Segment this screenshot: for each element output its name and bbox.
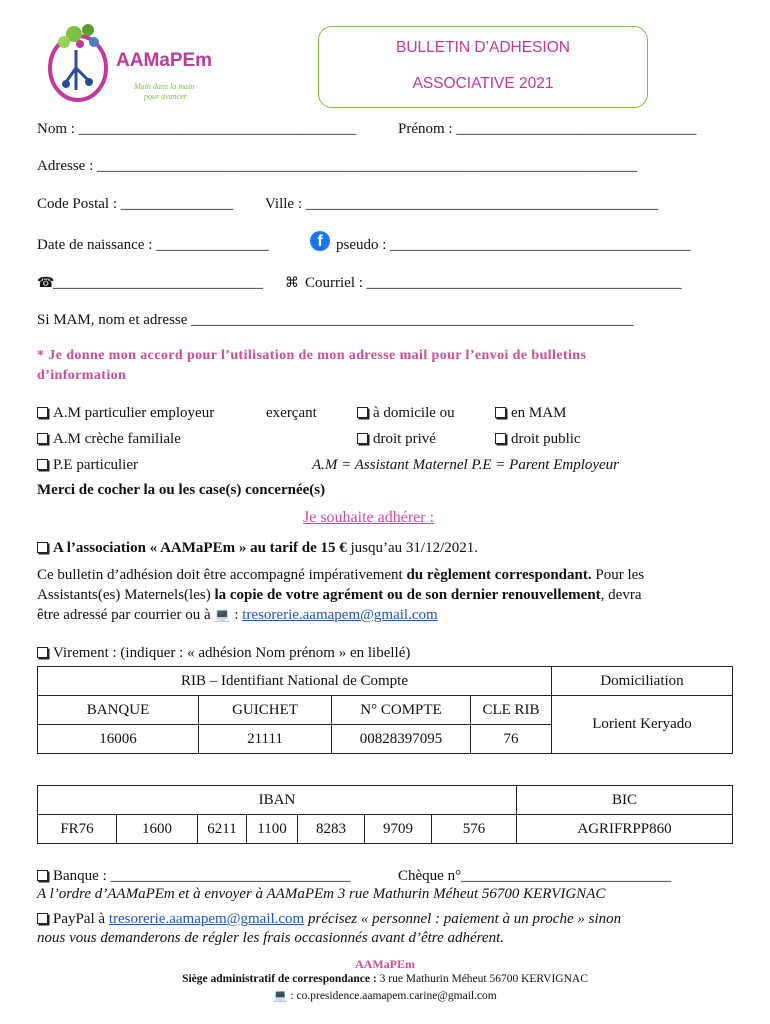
domiciliation-value: Lorient Keryado [552,696,733,754]
ordre-text: A l’ordre d’AAMaPEm et à envoyer à AAMaPEm 3 rue Mathurin Méheut 56700 KERVIGNAC [37,886,606,902]
checkbox-icon[interactable] [37,913,48,924]
text-bold: du règlement correspondant. [406,567,592,583]
checkbox-adhesion[interactable] [37,540,478,557]
checkbox-icon[interactable] [357,407,368,418]
rib-col-guichet: GUICHET [199,696,332,725]
iban-part: 9709 [365,815,432,844]
checkbox-paypal[interactable] [37,911,621,928]
field-prenom[interactable]: Prénom : ________________________________ [398,121,697,137]
checkbox-am-creche[interactable] [37,431,181,448]
exercant-label: exerçant [266,405,317,421]
field-courriel[interactable]: Courriel : __________________________________________ [305,275,682,291]
abbreviation-legend: A.M = Assistant Maternel P.E = Parent Employeur [312,457,620,473]
field-pseudo[interactable]: pseudo : ________________________________________ [336,237,691,253]
footer-siege [0,973,770,985]
phone-icon: ☎ [37,276,55,291]
bic-header: BIC [517,786,733,815]
siege-address: 3 rue Mathurin Méheut 56700 KERVIGNAC [376,973,588,985]
text: Ce bulletin d’adhésion doit être accompagné impérativement [37,567,407,583]
checkbox-pe-particulier[interactable] [37,457,138,474]
checkbox-icon[interactable] [495,433,506,444]
checkbox-icon[interactable] [37,407,48,418]
checkbox-icon[interactable] [37,433,48,444]
computer-icon: 💻 [214,607,231,622]
rib-table [37,666,733,754]
presidence-email: : co.presidence.aamapem.carine@gmail.com [287,990,497,1002]
accord-consent-line2: d’information [37,368,127,383]
checkbox-droit-prive[interactable] [357,431,436,448]
mouse-icon: ⌘ [285,276,299,291]
title-line-1: BULLETIN D’ADHESION [396,39,570,56]
title-line-2: ASSOCIATIVE 2021 [412,75,554,92]
field-nom[interactable]: Nom : _____________________________________ [37,121,357,137]
rib-value-guichet: 21111 [199,725,332,754]
paypal-note-line2: nous vous demanderons de régler les frais occasionnés avant d’être adhérent. [37,930,504,946]
text: être adressé par courrier ou à [37,607,211,623]
iban-part: 6211 [198,815,247,844]
field-adresse[interactable]: Adresse : ________________________________________________________________________ [37,158,637,174]
banque-label: Banque : ________________________________ [53,868,351,884]
checkbox-en-mam[interactable] [495,405,566,422]
checkbox-am-employeur[interactable] [37,405,214,422]
checkbox-icon[interactable] [37,459,48,470]
logo-name: AAMaPEm [116,50,213,71]
bic-value: AGRIFRPP860 [517,815,733,844]
checkbox-domicile[interactable] [357,405,455,422]
field-telephone[interactable]: ____________________________ [53,275,263,291]
text: : [230,607,243,623]
paragraph-line-2 [37,587,641,604]
footer-org: AAMaPEm [355,957,415,971]
virement-label: Virement : (indiquer : « adhésion Nom prénom » en libellé) [53,645,411,661]
rib-value-banque: 16006 [38,725,199,754]
checkbox-icon[interactable] [495,407,506,418]
rib-value-cle: 76 [471,725,552,754]
checkbox-droit-public[interactable] [495,431,581,448]
computer-icon: 💻 [273,990,288,1002]
text: , devra [600,587,642,603]
checkbox-label: à domicile ou [373,405,455,421]
checkbox-label: P.E particulier [53,457,138,473]
logo-tagline-2: pour avancer [144,92,187,101]
title-box [318,26,648,108]
domiciliation-header: Domiciliation [552,667,733,696]
checkbox-icon[interactable] [37,542,48,553]
checkbox-label: droit privé [373,431,436,447]
iban-part: 1600 [117,815,198,844]
adhesion-date: jusqu’au 31/12/2021. [346,540,478,556]
paypal-label: PayPal à [53,911,109,927]
checkbox-label: A.M crèche familiale [53,431,181,447]
paragraph-line-1 [37,567,644,584]
text: Assistants(es) Maternels(les) [37,587,215,603]
text: Pour les [591,567,645,583]
checkbox-icon[interactable] [37,647,48,658]
field-date-naissance[interactable]: Date de naissance : _______________ [37,237,269,253]
siege-label: Siège administratif de correspondance : [182,973,377,985]
text-bold: la copie de votre agrément ou de son dernier renouvellement [214,587,601,603]
checkbox-banque[interactable] [37,868,351,885]
accord-consent-line1: * Je donne mon accord pour l’utilisation de mon adresse mail pour l’envoi de bulletins [37,348,587,363]
aamapem-logo [36,20,226,110]
iban-part: 576 [432,815,517,844]
facebook-icon: f [310,231,330,251]
checkbox-label: A.M particulier employeur [53,405,215,421]
field-cheque[interactable]: Chèque n°____________________________ [398,868,672,884]
field-mam[interactable]: Si MAM, nom et adresse ___________________________________________________________ [37,312,634,328]
iban-part: 1100 [247,815,298,844]
field-ville[interactable]: Ville : _______________________________________________ [265,196,659,212]
tresorerie-email-link[interactable]: tresorerie.aamapem@gmail.com [242,607,438,623]
field-code-postal[interactable]: Code Postal : _______________ [37,196,234,212]
paragraph-line-3 [37,607,438,624]
rib-value-compte: 00828397095 [332,725,471,754]
checkbox-icon[interactable] [37,870,48,881]
checkbox-label: en MAM [511,405,567,421]
paypal-email-link[interactable]: tresorerie.aamapem@gmail.com [108,911,305,927]
paypal-note: précisez « personnel : paiement à un proche » sinon [304,911,622,927]
checkbox-icon[interactable] [357,433,368,444]
rib-col-cle: CLE RIB [471,696,552,725]
checkbox-label: droit public [511,431,581,447]
logo-tagline: Main dans la main [134,82,195,91]
iban-part: 8283 [298,815,365,844]
rib-col-banque: BANQUE [38,696,199,725]
checkbox-virement[interactable] [37,645,410,662]
iban-header: IBAN [38,786,517,815]
adherer-heading: Je souhaite adhérer : [303,509,435,526]
merci-cocher: Merci de cocher la ou les case(s) concernée(s) [37,482,326,498]
iban-table [37,785,733,844]
iban-part: FR76 [38,815,117,844]
rib-header: RIB – Identifiant National de Compte [38,667,552,696]
footer-email [0,988,770,1002]
rib-col-compte: N° COMPTE [332,696,471,725]
adhesion-tarif: A l’association « AAMaPEm » au tarif de 15 € [53,540,347,556]
